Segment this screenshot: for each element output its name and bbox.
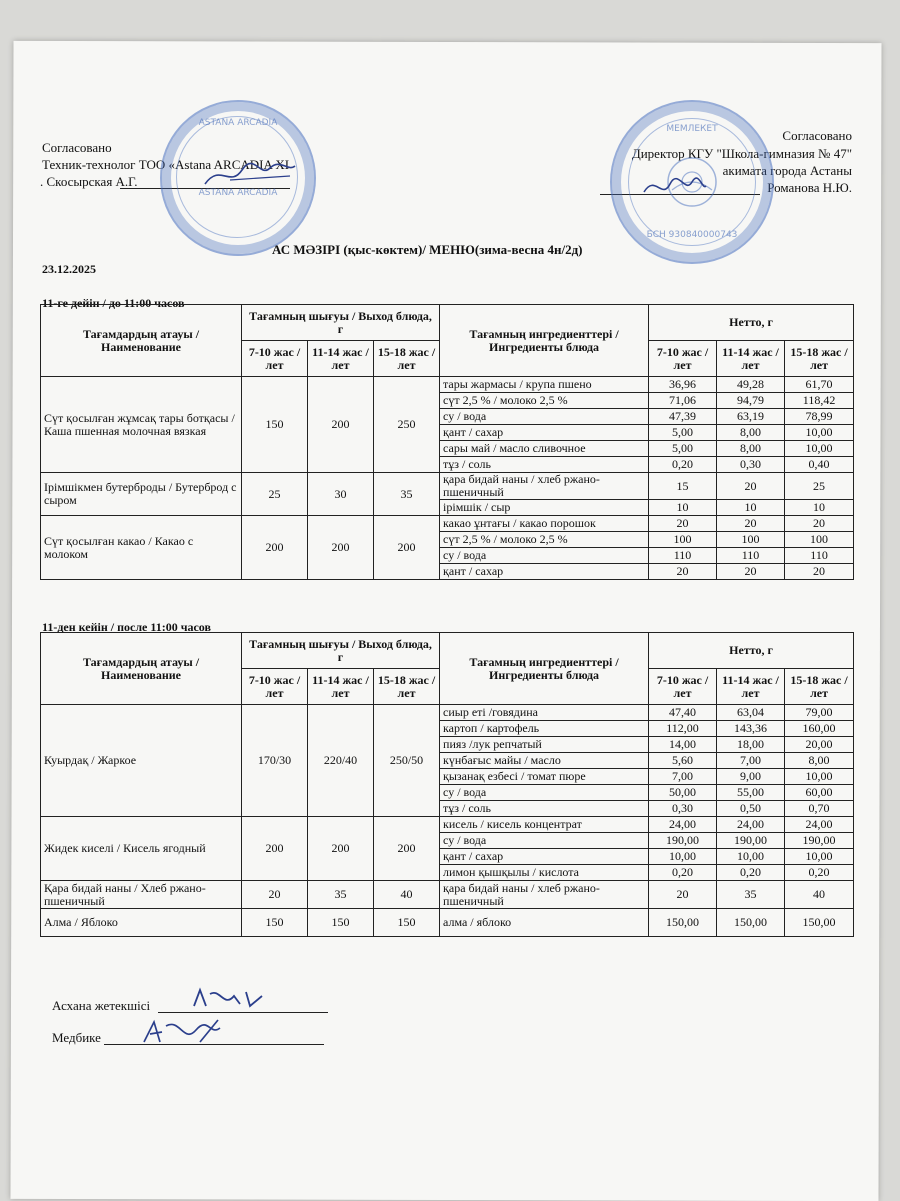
ingredient-netto: 8,00 xyxy=(717,425,785,441)
ingredient-netto: 20 xyxy=(649,564,717,580)
ingredient-netto: 79,00 xyxy=(785,705,854,721)
dish-output: 200 xyxy=(308,377,374,473)
ingredient-netto: 0,30 xyxy=(649,801,717,817)
ingredient-netto: 24,00 xyxy=(717,817,785,833)
ingredient-netto: 100 xyxy=(785,532,854,548)
header-age-15-18: 15-18 жас / лет xyxy=(785,341,854,377)
ingredient-netto: 24,00 xyxy=(785,817,854,833)
header-age-7-10: 7-10 жас / лет xyxy=(242,341,308,377)
ingredient-netto: 35 xyxy=(717,881,785,909)
ingredient-netto: 0,40 xyxy=(785,457,854,473)
header-age-15-18: 15-18 жас / лет xyxy=(374,669,440,705)
ingredient-netto: 10,00 xyxy=(785,441,854,457)
ingredient-name: су / вода xyxy=(440,833,649,849)
dish-output: 200 xyxy=(374,516,440,580)
header-ingredients: Тағамның ингредиенттері / Ингредиенты блюда xyxy=(440,633,649,705)
right-stamp-text: МЕМЛЕКЕТ xyxy=(666,124,718,134)
cook-label: Асхана жетекшісі xyxy=(52,998,151,1013)
ingredient-netto: 5,60 xyxy=(649,753,717,769)
ingredient-netto: 143,36 xyxy=(717,721,785,737)
ingredient-name: сиыр еті /говядина xyxy=(440,705,649,721)
left-name: . Скосырская А.Г. xyxy=(40,174,138,189)
ingredient-netto: 10,00 xyxy=(785,769,854,785)
ingredient-netto: 9,00 xyxy=(717,769,785,785)
header-netto: Нетто, г xyxy=(649,633,854,669)
header-ingredients: Тағамның ингредиенттері / Ингредиенты блюда xyxy=(440,305,649,377)
ingredient-netto: 25 xyxy=(785,473,854,500)
ingredient-netto: 47,40 xyxy=(649,705,717,721)
ingredient-name: пияз /лук репчатый xyxy=(440,737,649,753)
ingredient-netto: 47,39 xyxy=(649,409,717,425)
dish-name: Сүт қосылған жұмсақ тары ботқасы / Каша пшенная молочная вязкая xyxy=(41,377,242,473)
ingredient-netto: 20 xyxy=(785,516,854,532)
ingredient-netto: 20 xyxy=(717,564,785,580)
ingredient-netto: 10 xyxy=(649,500,717,516)
ingredient-netto: 20 xyxy=(717,473,785,500)
menu-date: 23.12.2025 xyxy=(42,262,96,276)
ingredient-name: лимон қышқылы / кислота xyxy=(440,865,649,881)
dish-output: 200 xyxy=(242,516,308,580)
ingredient-netto: 0,20 xyxy=(649,457,717,473)
table-row xyxy=(41,705,854,721)
ingredient-netto: 10,00 xyxy=(785,425,854,441)
header-age-11-14: 11-14 жас / лет xyxy=(717,669,785,705)
dish-output: 250 xyxy=(374,377,440,473)
dish-name: Жидек киселі / Кисель ягодный xyxy=(41,817,242,881)
ingredient-netto: 160,00 xyxy=(785,721,854,737)
header-age-15-18: 15-18 жас / лет xyxy=(785,669,854,705)
ingredient-name: су / вода xyxy=(440,785,649,801)
ingredient-netto: 150,00 xyxy=(785,909,854,937)
header-dish: Тағамдардың атауы / Наименование xyxy=(41,633,242,705)
ingredient-netto: 63,04 xyxy=(717,705,785,721)
ingredient-netto: 10 xyxy=(717,500,785,516)
menu-table-morning xyxy=(40,304,854,580)
dish-output: 40 xyxy=(374,881,440,909)
ingredient-netto: 0,20 xyxy=(649,865,717,881)
table-row xyxy=(41,377,854,393)
dish-output: 25 xyxy=(242,473,308,516)
ingredient-netto: 40 xyxy=(785,881,854,909)
ingredient-netto: 100 xyxy=(649,532,717,548)
ingredient-name: қант / сахар xyxy=(440,425,649,441)
header-age-7-10: 7-10 жас / лет xyxy=(242,669,308,705)
header-age-11-14: 11-14 жас / лет xyxy=(308,341,374,377)
ingredient-netto: 24,00 xyxy=(649,817,717,833)
ingredient-netto: 10,00 xyxy=(649,849,717,865)
ingredient-netto: 20 xyxy=(717,516,785,532)
dish-output: 220/40 xyxy=(308,705,374,817)
ingredient-netto: 150,00 xyxy=(717,909,785,937)
ingredient-netto: 18,00 xyxy=(717,737,785,753)
ingredient-netto: 10 xyxy=(785,500,854,516)
dish-name: Қара бидай наны / Хлеб ржано-пшеничный xyxy=(41,881,242,909)
ingredient-netto: 60,00 xyxy=(785,785,854,801)
dish-output: 150 xyxy=(374,909,440,937)
dish-name: Куырдақ / Жаркое xyxy=(41,705,242,817)
ingredient-netto: 0,30 xyxy=(717,457,785,473)
right-signature xyxy=(640,172,710,202)
ingredient-name: какао ұнтағы / какао порошок xyxy=(440,516,649,532)
ingredient-netto: 100 xyxy=(717,532,785,548)
section-title-morning: 11-ге дейін / до 11:00 часов xyxy=(42,296,185,310)
right-org: акимата города Астаны xyxy=(722,163,852,178)
table-row xyxy=(41,817,854,833)
header-age-11-14: 11-14 жас / лет xyxy=(717,341,785,377)
table-row xyxy=(41,881,854,909)
ingredient-name: қант / сахар xyxy=(440,564,649,580)
ingredient-name: қант / сахар xyxy=(440,849,649,865)
ingredient-name: тұз / соль xyxy=(440,457,649,473)
dish-output: 35 xyxy=(308,881,374,909)
ingredient-name: тары жармасы / крупа пшено xyxy=(440,377,649,393)
ingredient-netto: 150,00 xyxy=(649,909,717,937)
dish-output: 200 xyxy=(308,516,374,580)
table-row xyxy=(41,473,854,500)
left-approved: Согласовано xyxy=(42,140,112,155)
ingredient-netto: 61,70 xyxy=(785,377,854,393)
ingredient-netto: 8,00 xyxy=(785,753,854,769)
dish-output: 200 xyxy=(308,817,374,881)
dish-output: 200 xyxy=(242,817,308,881)
dish-output: 170/30 xyxy=(242,705,308,817)
ingredient-netto: 20 xyxy=(785,564,854,580)
ingredient-name: күнбағыс майы / масло xyxy=(440,753,649,769)
header-output: Тағамның шығуы / Выход блюда, г xyxy=(242,633,440,669)
ingredient-netto: 50,00 xyxy=(649,785,717,801)
ingredient-netto: 8,00 xyxy=(717,441,785,457)
ingredient-name: қызанақ езбесі / томат пюре xyxy=(440,769,649,785)
cook-signature xyxy=(190,984,270,1014)
left-signature xyxy=(200,158,300,192)
ingredient-name: тұз / соль xyxy=(440,801,649,817)
ingredient-netto: 55,00 xyxy=(717,785,785,801)
ingredient-name: сүт 2,5 % / молоко 2,5 % xyxy=(440,532,649,548)
ingredient-netto: 63,19 xyxy=(717,409,785,425)
dish-name: Сүт қосылған какао / Какао с молоком xyxy=(41,516,242,580)
ingredient-netto: 7,00 xyxy=(717,753,785,769)
left-stamp-text-mid: ASTANA ARCADIA xyxy=(198,188,278,198)
dish-name: Алма / Яблоко xyxy=(41,909,242,937)
ingredient-netto: 110 xyxy=(785,548,854,564)
ingredient-name: қара бидай наны / хлеб ржано-пшеничный xyxy=(440,473,649,500)
header-age-7-10: 7-10 жас / лет xyxy=(649,669,717,705)
ingredient-name: алма / яблоко xyxy=(440,909,649,937)
ingredient-netto: 14,00 xyxy=(649,737,717,753)
ingredient-netto: 71,06 xyxy=(649,393,717,409)
header-dish: Тағамдардың атауы / Наименование xyxy=(41,305,242,377)
ingredient-netto: 5,00 xyxy=(649,425,717,441)
dish-output: 35 xyxy=(374,473,440,516)
ingredient-netto: 0,20 xyxy=(785,865,854,881)
ingredient-netto: 0,70 xyxy=(785,801,854,817)
ingredient-name: су / вода xyxy=(440,409,649,425)
right-approved: Согласовано xyxy=(782,128,852,143)
ingredient-name: сүт 2,5 % / молоко 2,5 % xyxy=(440,393,649,409)
ingredient-netto: 10,00 xyxy=(785,849,854,865)
ingredient-netto: 20 xyxy=(649,881,717,909)
ingredient-netto: 190,00 xyxy=(649,833,717,849)
ingredient-netto: 118,42 xyxy=(785,393,854,409)
dish-output: 250/50 xyxy=(374,705,440,817)
right-name: Романова Н.Ю. xyxy=(767,180,852,195)
table-row xyxy=(41,516,854,532)
ingredient-netto: 7,00 xyxy=(649,769,717,785)
dish-output: 150 xyxy=(242,909,308,937)
nurse-label: Медбике xyxy=(52,1030,101,1045)
ingredient-netto: 190,00 xyxy=(717,833,785,849)
table-row xyxy=(41,909,854,937)
left-stamp-text: ASTANA ARCADIA xyxy=(198,118,278,128)
ingredient-name: сары май / масло сливочное xyxy=(440,441,649,457)
section-title-afternoon: 11-ден кейін / после 11:00 часов xyxy=(42,620,211,634)
ingredient-netto: 110 xyxy=(717,548,785,564)
left-position: Техник-технолог ТОО «Astana ARCADIA XI xyxy=(42,157,290,172)
ingredient-netto: 36,96 xyxy=(649,377,717,393)
ingredient-name: қара бидай наны / хлеб ржано-пшеничный xyxy=(440,881,649,909)
dish-output: 150 xyxy=(242,377,308,473)
ingredient-name: кисель / кисель концентрат xyxy=(440,817,649,833)
header-netto: Нетто, г xyxy=(649,305,854,341)
dish-output: 20 xyxy=(242,881,308,909)
header-age-7-10: 7-10 жас / лет xyxy=(649,341,717,377)
ingredient-netto: 112,00 xyxy=(649,721,717,737)
ingredient-name: картоп / картофель xyxy=(440,721,649,737)
ingredient-netto: 110 xyxy=(649,548,717,564)
dish-name: Ірімшікмен бутерброды / Бутерброд с сыром xyxy=(41,473,242,516)
right-position: Директор КГУ "Школа-гимназия № 47" xyxy=(631,146,852,161)
ingredient-name: су / вода xyxy=(440,548,649,564)
ingredient-netto: 0,50 xyxy=(717,801,785,817)
nurse-signature xyxy=(140,1016,230,1050)
header-output: Тағамның шығуы / Выход блюда, г xyxy=(242,305,440,341)
ingredient-netto: 49,28 xyxy=(717,377,785,393)
ingredient-netto: 94,79 xyxy=(717,393,785,409)
ingredient-netto: 5,00 xyxy=(649,441,717,457)
ingredient-netto: 20 xyxy=(649,516,717,532)
ingredient-netto: 0,20 xyxy=(717,865,785,881)
menu-title: АС МӘЗІРІ (қыс-көктем)/ МЕНЮ(зима-весна 4н/2д) xyxy=(272,242,583,257)
menu-table-afternoon xyxy=(40,632,854,937)
ingredient-netto: 190,00 xyxy=(785,833,854,849)
header-age-11-14: 11-14 жас / лет xyxy=(308,669,374,705)
dish-output: 150 xyxy=(308,909,374,937)
header-age-15-18: 15-18 жас / лет xyxy=(374,341,440,377)
ingredient-netto: 78,99 xyxy=(785,409,854,425)
ingredient-netto: 20,00 xyxy=(785,737,854,753)
dish-output: 30 xyxy=(308,473,374,516)
ingredient-netto: 10,00 xyxy=(717,849,785,865)
dish-output: 200 xyxy=(374,817,440,881)
right-stamp-code: БСН 930840000743 xyxy=(646,230,738,240)
ingredient-name: ірімшік / сыр xyxy=(440,500,649,516)
ingredient-netto: 15 xyxy=(649,473,717,500)
